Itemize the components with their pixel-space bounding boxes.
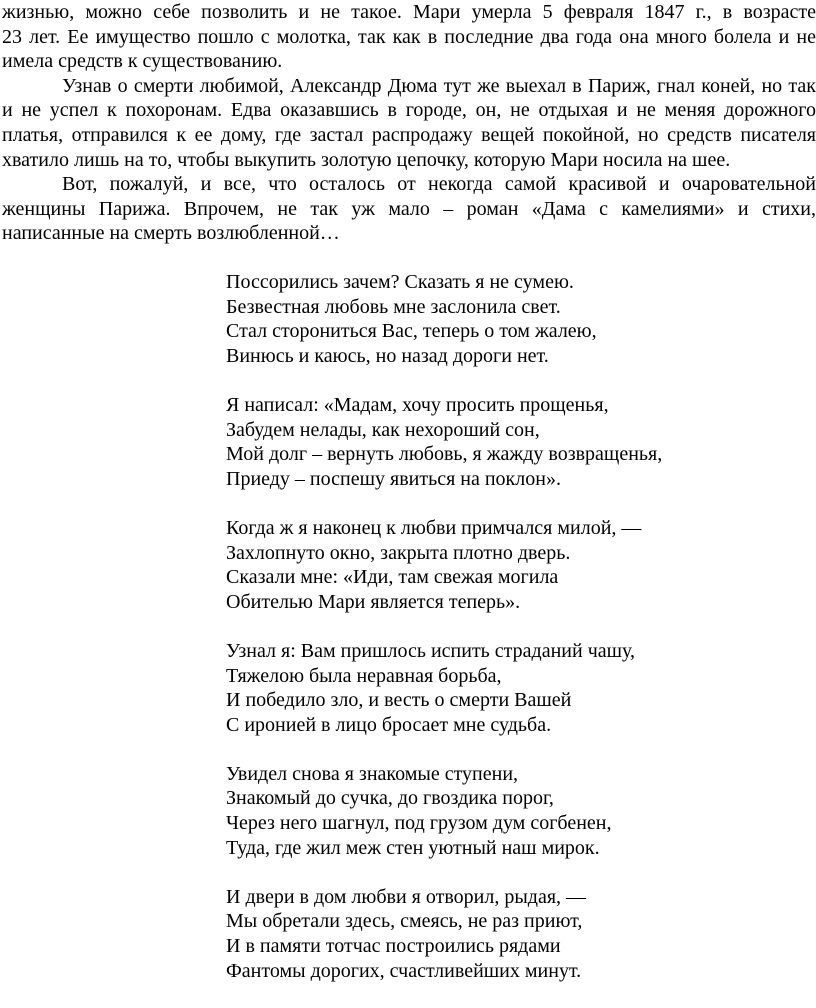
prose-text [2,0,816,246]
poem-line: Приеду – поспешу явиться на поклон». [226,467,561,490]
poem-stanza [226,393,662,491]
paragraph-3 [2,172,816,246]
poem-line: Знакомый до сучка, до гвоздика порог, [226,787,554,810]
poem-line: Тяжелою была неравная борьба, [226,664,502,687]
poem-stanza [226,270,662,368]
text-line: жизнью, можно себе позволить и не такое. Мари умерла 5 февраля 1847 г., в возрасте [2,1,816,23]
text-line: написанные на смерть возлюбленной… [2,222,340,245]
poem-line: Увидел снова я знакомые ступени, [226,762,519,785]
poem-line: Когда ж я наконец к любви примчался милой, — [226,516,642,539]
poem-line: И в памяти тотчас построились рядами [226,935,561,958]
poem-line: Я написал: «Мадам, хочу просить прощенья, [226,393,609,416]
poem-stanza [226,516,662,614]
poem-line: Туда, где жил меж стен уютный наш мирок. [226,836,600,859]
poem-line: Фантомы дорогих, счастливейших минут. [226,959,582,982]
poem-line: И победило зло, и весть о смерти Вашей [226,689,572,712]
poem-line: Сказали мне: «Иди, там свежая могила [226,566,559,589]
poem-line: Обителью Мари является теперь». [226,590,521,613]
poem-line: И двери в дом любви я отворил, рыдая, — [226,885,587,908]
poem-line: Безвестная любовь мне заслонила свет. [226,295,561,318]
text-line: женщины Парижа. Впрочем, не так уж мало – роман «Дама с камелиями» и стихи, [2,197,816,220]
poem-stanza [226,762,662,860]
poem-stanza [226,639,662,737]
text-line: Узнав о смерти любимой, Александр Дюма тут же выехал в Париж, гнал коней, но так [62,74,816,97]
text-line: и не успел к похоронам. Едва оказавшись в городе, он, не отдыхая и не меняя дорожного [2,99,816,122]
poem-line: Винюсь и каюсь, но назад дороги нет. [226,344,549,367]
poem-line: Узнал я: Вам пришлось испить страданий чашу, [226,639,636,662]
poem [226,270,662,1008]
text-line: хватило лишь на то, чтобы выкупить золотую цепочку, которую Мари носила на шее. [2,148,731,171]
poem-line: Поссорились зачем? Сказать я не сумею. [226,271,574,293]
text-line: платья, отправился к ее дому, где застал распродажу вещей покойной, но средств писателя [2,123,816,146]
poem-line: Через него шагнул, под грузом дум согбенен, [226,812,612,835]
poem-line: Забудем нелады, как нехороший сон, [226,418,540,441]
poem-stanza [226,885,662,983]
poem-line: С иронией в лицо бросает мне судьба. [226,713,552,736]
text-line: имела средств к существованию. [2,50,283,73]
text-line: 23 лет. Ее имущество пошло с молотка, так как в последние два года она много болела и не [2,25,816,48]
text-line: Вот, пожалуй, и все, что осталось от некогда самой красивой и очаровательной [62,173,816,196]
poem-line: Мой долг – вернуть любовь, я жажду возвращенья, [226,443,663,466]
poem-line: Мы обретали здесь, смеясь, не раз приют, [226,910,583,933]
paragraph-1 [2,0,816,74]
paragraph-2 [2,74,816,172]
poem-line: Захлопнуто окно, закрыта плотно дверь. [226,541,571,564]
poem-line: Стал сторониться Вас, теперь о том жалею, [226,320,597,343]
